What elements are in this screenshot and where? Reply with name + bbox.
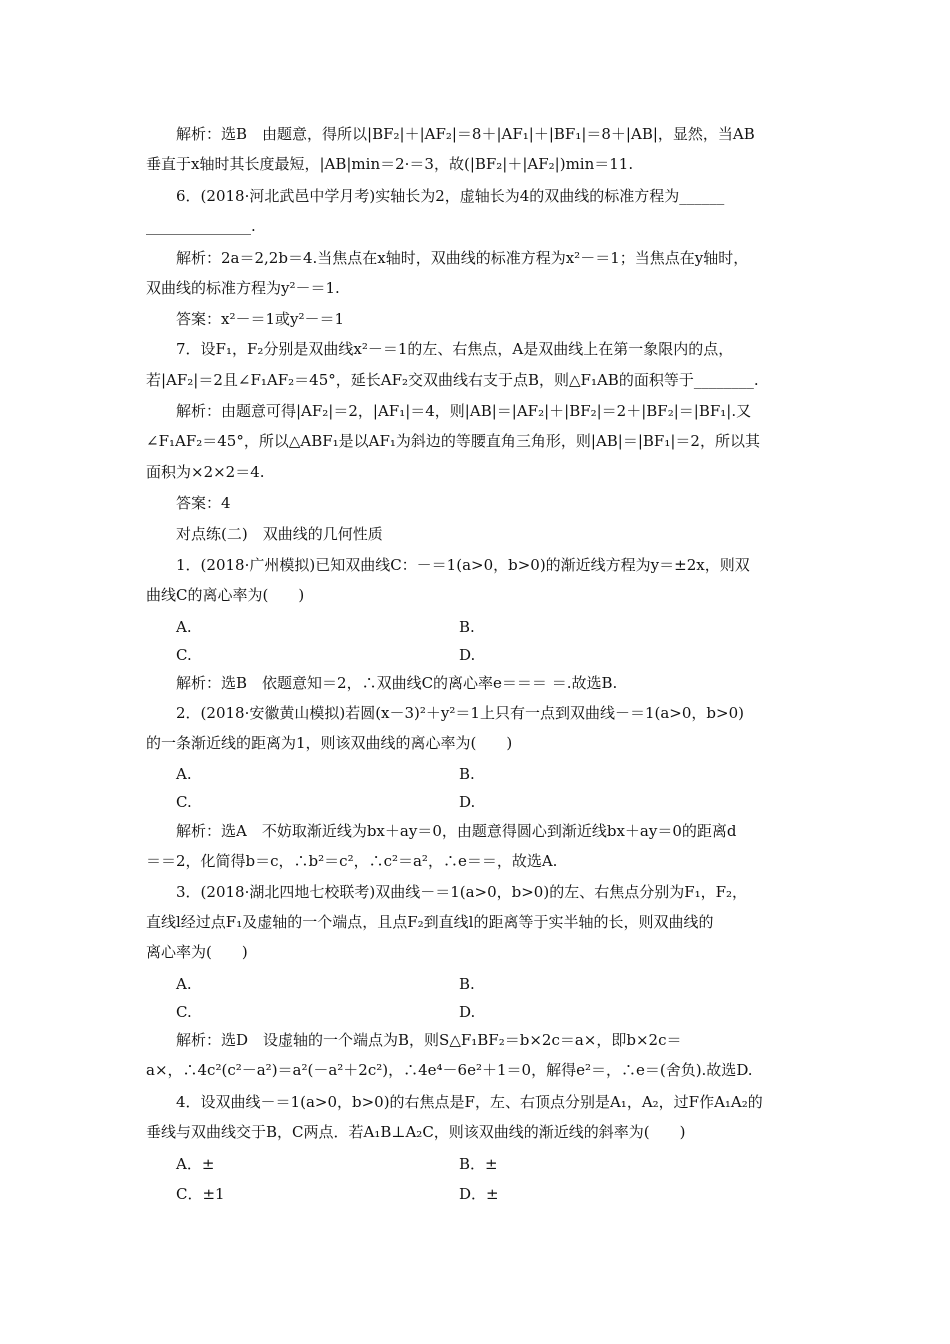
- answer-line: 答案：4: [176, 494, 231, 512]
- section-heading: 对点练(二) 双曲线的几何性质: [176, 525, 383, 543]
- question-3: 3．(2018·湖北四地七校联考)双曲线－＝1(a>0，b>0)的左、右焦点分别为F₁，F₂，: [176, 883, 748, 901]
- option-d: D．±: [459, 1185, 499, 1203]
- text-line: 的一条渐近线的距离为1，则该双曲线的离心率为( ): [146, 734, 513, 752]
- text-line: 解析：2a＝2,2b＝4.当焦点在x轴时，双曲线的标准方程为x²－＝1；当焦点在y轴时，: [176, 249, 749, 267]
- option-c: C．±1: [176, 1185, 225, 1203]
- option-a: A．±: [176, 1155, 215, 1173]
- option-d: D.: [459, 793, 476, 811]
- text-line: 垂直于x轴时其长度最短，|AB|min＝2·＝3，故(|BF₂|＋|AF₂|)min＝11.: [146, 155, 634, 173]
- answer-line: 答案：x²－＝1或y²－＝1: [176, 310, 345, 328]
- option-d: D.: [459, 646, 476, 664]
- text-line: 解析：选A 不妨取渐近线为bx＋ay＝0，由题意得圆心到渐近线bx＋ay＝0的距离d: [176, 822, 737, 840]
- text-line: 解析：由题意可得|AF₂|＝2，|AF₁|＝4，则|AB|＝|AF₂|＋|BF₂|＝2＋|BF₂|＝|BF₁|.又: [176, 402, 752, 420]
- option-a: A.: [176, 765, 192, 783]
- option-d: D.: [459, 1003, 476, 1021]
- question-4: 4．设双曲线－＝1(a>0，b>0)的右焦点是F，左、右顶点分别是A₁，A₂，过F作A₁A₂的: [176, 1093, 763, 1111]
- text-line: 面积为×2×2＝4.: [146, 463, 265, 481]
- question-1: 1．(2018·广州模拟)已知双曲线C：－＝1(a>0，b>0)的渐近线方程为y＝±2x，则双: [176, 556, 750, 574]
- option-a: A.: [176, 975, 192, 993]
- question-6: 6．(2018·河北武邑中学月考)实轴长为2，虚轴长为4的双曲线的标准方程为______: [176, 187, 725, 205]
- option-b: B.: [459, 618, 475, 636]
- text-line: 解析：选B 由题意，得所以|BF₂|＋|AF₂|＝8＋|AF₁|＋|BF₁|＝8＋|AB|，显然，当AB: [176, 125, 755, 143]
- question-7: 7．设F₁，F₂分别是双曲线x²－＝1的左、右焦点，A是双曲线上在第一象限内的点，: [176, 340, 734, 358]
- text-line: 解析：选D 设虚轴的一个端点为B，则S△F₁BF₂＝b×2c＝a×，即b×2c＝: [176, 1031, 682, 1049]
- text-line: 若|AF₂|＝2且∠F₁AF₂＝45°，延长AF₂交双曲线右支于点B，则△F₁AB的面积等于________.: [146, 371, 759, 389]
- text-line: 双曲线的标准方程为y²－＝1.: [146, 279, 340, 297]
- text-line: 离心率为( ): [146, 943, 248, 961]
- text-line: ______________.: [146, 217, 256, 235]
- option-c: C.: [176, 793, 192, 811]
- text-line: 曲线C的离心率为( ): [146, 586, 305, 604]
- text-line: 直线l经过点F₁及虚轴的一个端点，且点F₂到直线l的距离等于实半轴的长，则双曲线的: [146, 913, 714, 931]
- text-line: 垂线与双曲线交于B，C两点．若A₁B⊥A₂C，则该双曲线的渐近线的斜率为( ): [146, 1123, 686, 1141]
- text-line: ＝＝2，化简得b＝c，∴b²＝c²，∴c²＝a²，∴e＝＝，故选A.: [146, 852, 558, 870]
- text-line: 解析：选B 依题意知＝2，∴双曲线C的离心率e＝＝＝ ＝.故选B.: [176, 674, 618, 692]
- text-line: ∠F₁AF₂＝45°，所以△ABF₁是以AF₁为斜边的等腰直角三角形，则|AB|＝|BF₁|＝2，所以其: [146, 432, 760, 450]
- text-line: a×，∴4c²(c²－a²)＝a²(－a²＋2c²)，∴4e⁴－6e²＋1＝0，解得e²＝，∴e＝(舍负).故选D.: [146, 1061, 753, 1079]
- question-2: 2．(2018·安徽黄山模拟)若圆(x－3)²＋y²＝1上只有一点到双曲线－＝1(a>0，b>0): [176, 704, 744, 722]
- option-b: B．±: [459, 1155, 498, 1173]
- option-c: C.: [176, 1003, 192, 1021]
- option-c: C.: [176, 646, 192, 664]
- option-b: B.: [459, 765, 475, 783]
- option-a: A.: [176, 618, 192, 636]
- option-b: B.: [459, 975, 475, 993]
